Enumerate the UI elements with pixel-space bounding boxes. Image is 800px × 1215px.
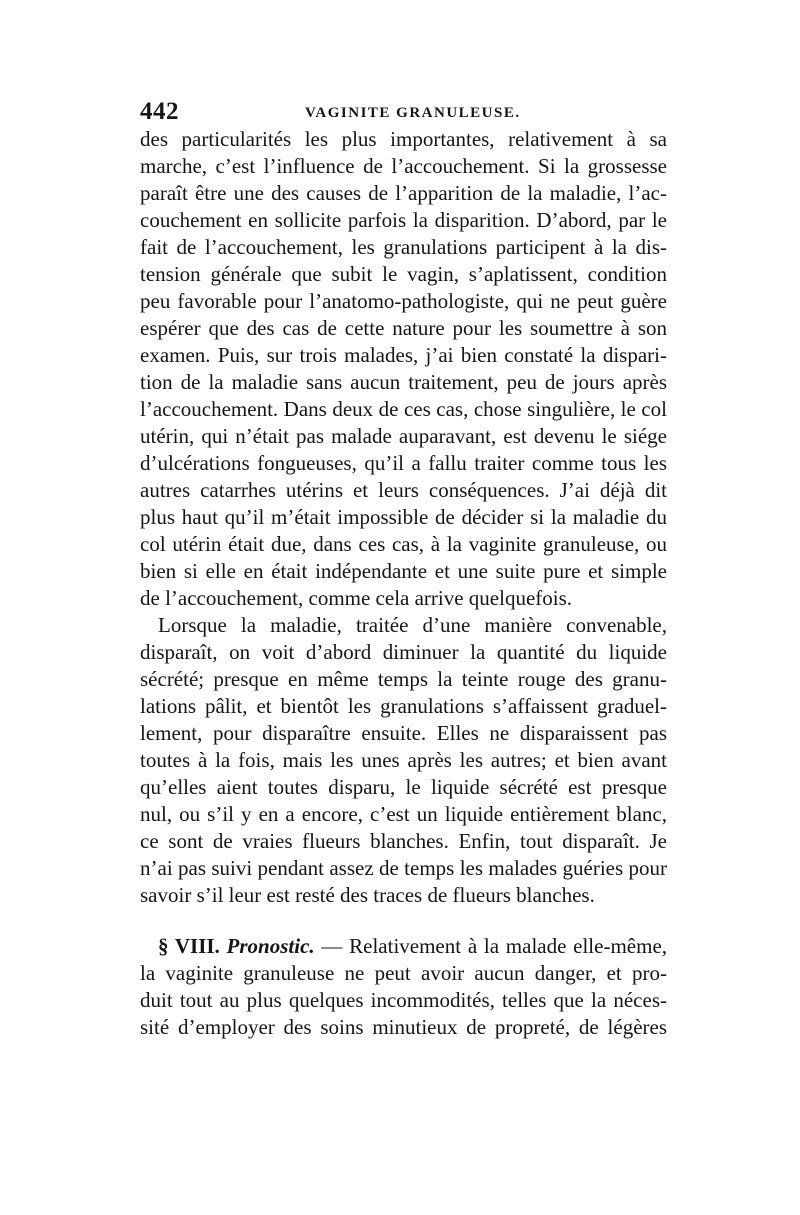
- text-line: sité d’employer des soins minutieux de propreté, de légères: [140, 1015, 667, 1039]
- text-line: nul, ou s’il y en a encore, c’est un liquide entièrement blanc,: [140, 802, 667, 826]
- page-number: 442: [140, 98, 179, 125]
- text-line: savoir s’il leur est resté des traces de flueurs blanches.: [140, 883, 595, 907]
- section-first-line-text: — Relativement à la malade elle-même,: [321, 934, 668, 958]
- text-line: couchement en sollicite parfois la disparition. D’abord, par le: [140, 208, 667, 232]
- section-title: Pronostic.: [226, 934, 315, 958]
- text-line: toutes à la fois, mais les unes après les autres; et bien avant: [140, 748, 667, 772]
- text-line: col utérin était due, dans ces cas, à la vaginite granuleuse, ou: [140, 532, 667, 556]
- text-line: peu favorable pour l’anatomo-pathologiste, qui ne peut guère: [140, 289, 667, 313]
- paragraph-2: [140, 612, 667, 909]
- text-line: duit tout au plus quelques incommodités, telles que la néces-: [140, 988, 667, 1012]
- text-line: Lorsque la maladie, traitée d’une manière convenable,: [158, 613, 667, 637]
- page-header: [140, 98, 665, 128]
- text-line: fait de l’accouchement, les granulations participent à la dis-: [140, 235, 667, 259]
- body-text: [140, 126, 667, 1041]
- text-line: paraît être une des causes de l’apparition de la maladie, l’ac-: [140, 181, 667, 205]
- text-line: des particularités les plus importantes, relativement à sa: [140, 127, 667, 151]
- text-line: espérer que des cas de cette nature pour les soumettre à son: [140, 316, 667, 340]
- running-title: VAGINITE GRANULEUSE.: [305, 105, 521, 121]
- text-line: lations pâlit, et bientôt les granulations s’affaissent graduel-: [140, 694, 667, 718]
- text-line: utérin, qui n’était pas malade auparavant, est devenu le siége: [140, 424, 667, 448]
- text-line: bien si elle en était indépendante et une suite pure et simple: [140, 559, 667, 583]
- section-spacer: [140, 909, 667, 933]
- text-line: autres catarrhes utérins et leurs conséquences. J’ai déjà dit: [140, 478, 667, 502]
- text-line: sécrété; presque en même temps la teinte rouge des granu-: [140, 667, 667, 691]
- text-line: n’ai pas suivi pendant assez de temps les malades guéries pour: [140, 856, 667, 880]
- text-line: l’accouchement. Dans deux de ces cas, chose singulière, le col: [140, 397, 667, 421]
- section-number: § VIII.: [158, 934, 220, 958]
- section-pronostic: [140, 933, 667, 1041]
- text-line: marche, c’est l’influence de l’accouchement. Si la grossesse: [140, 154, 667, 178]
- text-line: plus haut qu’il m’était impossible de décider si la maladie du: [140, 505, 667, 529]
- text-line: d’ulcérations fongueuses, qu’il a fallu traiter comme tous les: [140, 451, 667, 475]
- text-line: ce sont de vraies flueurs blanches. Enfin, tout disparaît. Je: [140, 829, 667, 853]
- section-heading-line: [140, 933, 667, 960]
- text-line: de l’accouchement, comme cela arrive quelquefois.: [140, 586, 573, 610]
- text-line: qu’elles aient toutes disparu, le liquide sécrété est presque: [140, 775, 667, 799]
- paragraph-1: [140, 126, 667, 612]
- text-line: la vaginite granuleuse ne peut avoir aucun danger, et pro-: [140, 961, 667, 985]
- text-line: examen. Puis, sur trois malades, j’ai bien constaté la dispari-: [140, 343, 667, 367]
- text-line: lement, pour disparaître ensuite. Elles ne disparaissent pas: [140, 721, 667, 745]
- text-line: tion de la maladie sans aucun traitement, peu de jours après: [140, 370, 667, 394]
- text-line: disparaît, on voit d’abord diminuer la quantité du liquide: [140, 640, 667, 664]
- text-line: tension générale que subit le vagin, s’aplatissent, condition: [140, 262, 667, 286]
